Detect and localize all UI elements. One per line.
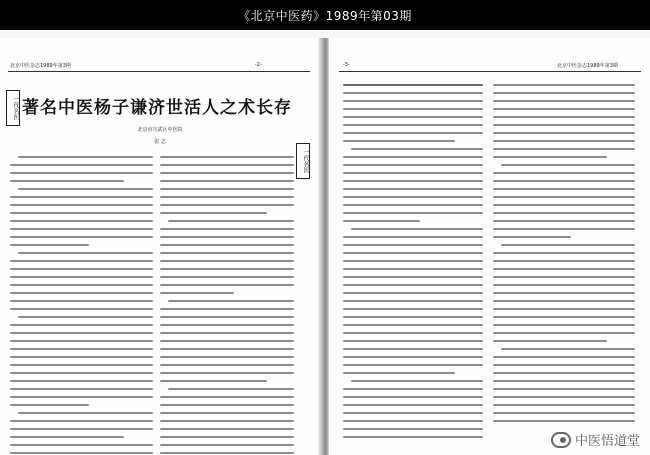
wechat-icon bbox=[551, 432, 571, 448]
magazine-title-bar bbox=[0, 0, 650, 30]
right-page-left-column bbox=[343, 84, 483, 444]
right-page-right-column bbox=[493, 84, 635, 428]
left-section-label: 一代名医 bbox=[6, 90, 20, 126]
magazine-title: 《北京中医药》1989年第03期 bbox=[238, 8, 412, 23]
right-header-rule bbox=[339, 71, 641, 72]
left-running-head: 北京中医杂志1989年第3期 bbox=[10, 63, 71, 69]
scanned-page-spread bbox=[0, 30, 650, 455]
right-page-number: -3- bbox=[343, 62, 350, 68]
watermark bbox=[551, 430, 640, 449]
left-section-label-side: 一代名医 bbox=[296, 143, 310, 179]
left-header-rule bbox=[8, 71, 310, 72]
author-institution: 北京市宣武区中医院 bbox=[137, 127, 183, 133]
left-page bbox=[0, 38, 322, 455]
author-name: 张 志 bbox=[154, 139, 166, 145]
watermark-text: 中医悟道堂 bbox=[574, 434, 640, 449]
right-column-body bbox=[160, 156, 294, 455]
left-column-body bbox=[10, 156, 153, 455]
right-running-head: 北京中医杂志1989年第3期 bbox=[557, 63, 618, 69]
right-page bbox=[328, 38, 650, 455]
article-title: 著名中医杨子谦济世活人之术长存 bbox=[22, 98, 292, 118]
left-page-number: -2- bbox=[255, 62, 262, 68]
